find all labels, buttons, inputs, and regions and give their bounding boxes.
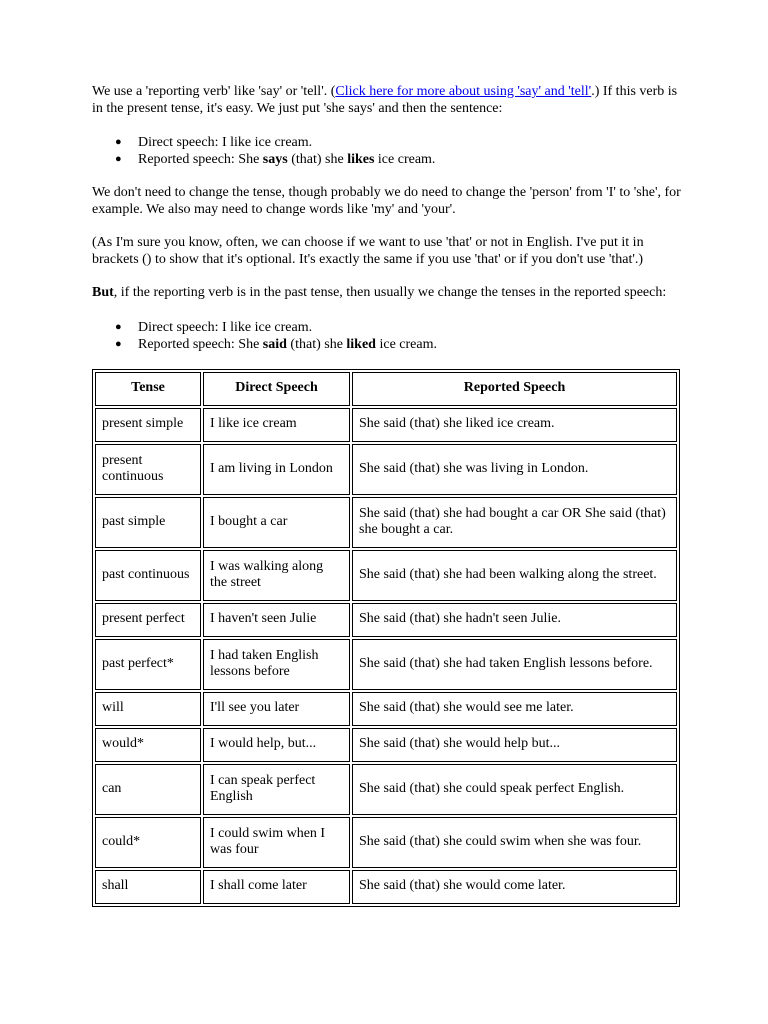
table-row: [95, 817, 677, 868]
reported-verb: likes: [347, 152, 375, 167]
document-page: [92, 84, 682, 907]
table-row: [95, 764, 677, 815]
direct-speech-cell: I was walking along the street: [203, 550, 350, 601]
reported-speech-cell: She said (that) she would come later.: [352, 870, 677, 904]
intro-paragraph: [92, 84, 682, 117]
reported-speech-label: Reported speech: She: [138, 152, 263, 167]
bullet-icon: ●: [115, 320, 122, 333]
table-row: [95, 692, 677, 726]
reported-speech-cell: She said (that) she would see me later.: [352, 692, 677, 726]
tense-cell: shall: [95, 870, 201, 904]
direct-speech-cell: I had taken English lessons before: [203, 639, 350, 690]
list-item: [115, 151, 682, 168]
past-tense-text: , if the reporting verb is in the past tense, then usually we change the tenses in the reported speech:: [113, 285, 667, 300]
list-item: [115, 134, 682, 151]
reported-speech-cell: She said (that) she would help but...: [352, 728, 677, 762]
direct-speech-text: Direct speech: I like ice cream.: [138, 319, 313, 335]
table-row: [95, 603, 677, 637]
reported-speech-cell: She said (that) she had taken English lessons before.: [352, 639, 677, 690]
tense-cell: can: [95, 764, 201, 815]
reported-speech-cell: She said (that) she was living in London.: [352, 444, 677, 495]
direct-speech-cell: I like ice cream: [203, 408, 350, 442]
direct-speech-cell: I haven't seen Julie: [203, 603, 350, 637]
past-tense-examples-list: [92, 319, 682, 353]
tense-cell: present continuous: [95, 444, 201, 495]
reported-verb: liked: [346, 336, 376, 352]
tense-cell: present perfect: [95, 603, 201, 637]
intro-text-after-link: .) If this verb is in the present tense, it's easy. We just put 'she says' and then the sentence:: [92, 84, 678, 116]
reported-speech-cell: She said (that) she had been walking along the street.: [352, 550, 677, 601]
tense-cell: will: [95, 692, 201, 726]
reported-speech-cell: She said (that) she had bought a car OR She said (that) she bought a car.: [352, 497, 677, 548]
reported-speech-cell: She said (that) she could speak perfect English.: [352, 764, 677, 815]
header-reported-speech: Reported Speech: [352, 372, 677, 406]
table-row: [95, 550, 677, 601]
reported-speech-end: ice cream.: [375, 336, 437, 352]
tense-cell: could*: [95, 817, 201, 868]
reported-speech-label: Reported speech: She: [138, 336, 263, 352]
table-header-row: [95, 372, 677, 406]
say-tell-link[interactable]: Click here for more about using 'say' and 'tell': [335, 84, 592, 99]
tense-cell: past perfect*: [95, 639, 201, 690]
person-change-paragraph: We don't need to change the tense, though probably we do need to change the 'person' from 'I' to 'she', for example. We also may need to change words like 'my' and 'your'.: [92, 185, 681, 217]
table-row: [95, 728, 677, 762]
table-row: [95, 870, 677, 904]
tense-cell: present simple: [95, 408, 201, 442]
direct-speech-cell: I would help, but...: [203, 728, 350, 762]
tense-cell: past continuous: [95, 550, 201, 601]
intro-text-before-link: We use a 'reporting verb' like 'say' or 'tell'. (: [92, 84, 336, 99]
direct-speech-cell: I could swim when I was four: [203, 817, 350, 868]
past-tense-paragraph: [92, 285, 682, 302]
reported-speech-mid: (that) she: [286, 336, 347, 352]
direct-speech-cell: I'll see you later: [203, 692, 350, 726]
table-row: [95, 497, 677, 548]
reporting-verb: says: [262, 152, 288, 167]
bullet-icon: ●: [115, 337, 122, 350]
header-tense: Tense: [95, 372, 201, 406]
bullet-icon: ●: [115, 136, 122, 148]
direct-speech-cell: I am living in London: [203, 444, 350, 495]
reported-speech-mid: (that) she: [287, 152, 348, 167]
table-row: [95, 444, 677, 495]
list-item: [115, 319, 682, 336]
reported-speech-cell: She said (that) she could swim when she was four.: [352, 817, 677, 868]
tense-cell: past simple: [95, 497, 201, 548]
direct-speech-cell: I bought a car: [203, 497, 350, 548]
reported-speech-cell: She said (that) she liked ice cream.: [352, 408, 677, 442]
present-tense-examples-list: [92, 134, 682, 168]
tense-cell: would*: [95, 728, 201, 762]
direct-speech-cell: I can speak perfect English: [203, 764, 350, 815]
tense-table: [92, 369, 680, 907]
list-item: [115, 336, 682, 353]
emphasis-but: But: [92, 285, 114, 300]
direct-speech-text: I like ice cream.: [218, 135, 313, 150]
reported-speech-cell: She said (that) she hadn't seen Julie.: [352, 603, 677, 637]
header-direct-speech: Direct Speech: [203, 372, 350, 406]
bullet-icon: ●: [115, 153, 122, 165]
reporting-verb: said: [262, 336, 287, 352]
table-row: [95, 408, 677, 442]
direct-speech-cell: I shall come later: [203, 870, 350, 904]
direct-speech-label: Direct speech:: [138, 135, 219, 150]
reported-speech-end: ice cream.: [374, 152, 436, 167]
optional-that-paragraph: (As I'm sure you know, often, we can choose if we want to use 'that' or not in English. I've put it in brackets () to show that it's optional. It's exactly the same if you use 'that' or if you don't use 'that'.): [92, 235, 644, 267]
table-row: [95, 639, 677, 690]
